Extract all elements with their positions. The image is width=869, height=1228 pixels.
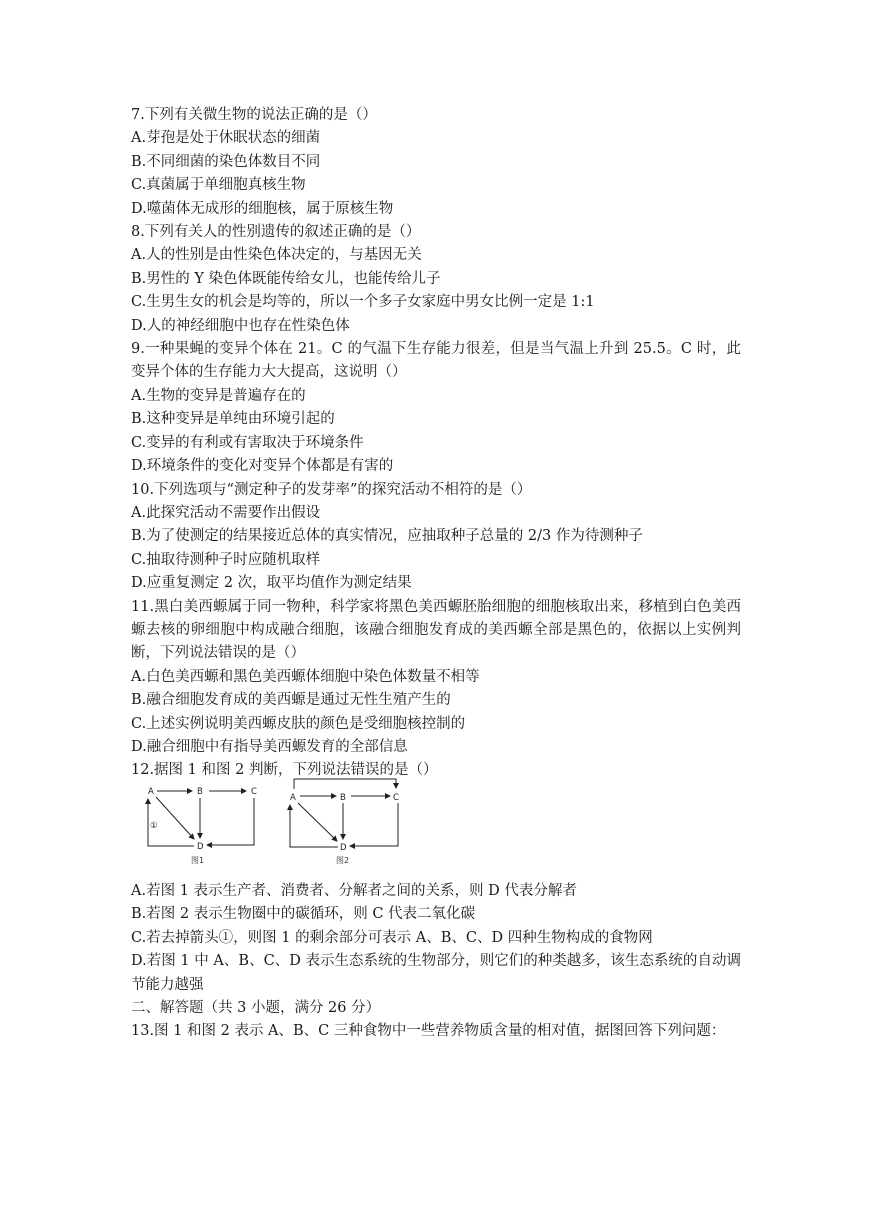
q10-stem: 10.下列选项与“测定种子的发芽率”的探究活动不相符的是（） <box>131 481 532 498</box>
fig1-node-c: C <box>251 787 257 797</box>
q8-option-c: C.生男生女的机会是均等的，所以一个多子女家庭中男女比例一定是 1:1 <box>131 294 595 311</box>
q11-option-a: A.白色美西螈和黑色美西螈体细胞中染色体数量不相等 <box>131 668 480 685</box>
q7-option-c: C.真菌属于单细胞真核生物 <box>131 177 306 194</box>
fig2-node-a: A <box>290 793 296 803</box>
fig1-node-b: B <box>197 787 203 797</box>
q11-option-b: B.融合细胞发育成的美西螈是通过无性生殖产生的 <box>131 692 451 709</box>
q11-option-d: D.融合细胞中有指导美西螈发育的全部信息 <box>131 738 408 755</box>
q11-stem: 11.黑白美西螈属于同一物种，科学家将黑色美西螈胚胎细胞的细胞核取出来，移植到白色美西螈去核的卵细胞中构成融合细胞，该融合细胞发育成的美西螈全部是黑色的，依据以上实例判断，下列说法错误的是（） <box>131 598 741 662</box>
q10-option-d: D.应重复测定 2 次，取平均值作为测定结果 <box>131 575 412 592</box>
fig1-arrow-c-d <box>207 798 254 845</box>
q10-option-a: A.此探究活动不需要作出假设 <box>131 504 321 521</box>
q9-stem: 9.一种果蝇的变异个体在 21。C 的气温下生存能力很差，但是当气温上升到 25.5。C 时，此变异个体的生存能力大大提高，这说明（） <box>131 341 741 381</box>
q10-option-c: C.抽取待测种子时应随机取样 <box>131 551 321 568</box>
q9-option-c: C.变异的有利或有害取决于环境条件 <box>131 434 364 451</box>
q11-option-c: C.上述实例说明美西螈皮肤的颜色是受细胞核控制的 <box>131 715 466 732</box>
fig2-node-b: B <box>340 793 346 803</box>
fig2-arrow-c-d <box>350 803 398 846</box>
q9-option-a: A.生物的变异是普遍存在的 <box>131 387 306 404</box>
section-2-heading: 二、解答题（共 3 小题，满分 26 分） <box>131 1000 381 1017</box>
fig2-node-d: D <box>340 843 347 853</box>
q12-figures-svg <box>140 775 430 871</box>
fig1-arrow-a-d <box>156 797 194 839</box>
q13-stem: 13.图 1 和图 2 表示 A、B、C 三种食物中一些营养物质含量的相对值，据图回答下列问题： <box>131 1023 726 1040</box>
q9-option-b: B.这种变异是单纯由环境引起的 <box>131 411 335 428</box>
figure-2-diagram <box>290 779 399 865</box>
q12-option-b: B.若图 2 表示生物圈中的碳循环，则 C 代表二氧化碳 <box>131 906 476 923</box>
fig2-arrow-d-a <box>290 805 338 847</box>
fig2-caption: 图2 <box>336 856 350 865</box>
fig1-arrow-marker: ① <box>150 821 158 831</box>
figure-1-diagram <box>148 787 257 865</box>
fig2-arrow-a-d <box>298 803 337 841</box>
fig2-node-c: C <box>393 793 399 803</box>
q9-option-d: D.环境条件的变化对变异个体都是有害的 <box>131 458 394 475</box>
fig1-caption: 图1 <box>191 856 205 865</box>
q12-option-d: D.若图 1 中 A、B、C、D 表示生态系统的生物部分，则它们的种类越多，该生态系统的自动调节能力越强 <box>131 953 741 993</box>
q7-option-b: B.不同细菌的染色体数目不同 <box>131 153 321 170</box>
q8-option-a: A.人的性别是由性染色体决定的，与基因无关 <box>131 247 422 264</box>
fig1-node-a: A <box>148 787 154 797</box>
q7-option-d: D.噬菌体无成形的细胞核，属于原核生物 <box>131 200 394 217</box>
q12-stem: 12.据图 1 和图 2 判断，下列说法错误的是（） <box>131 762 438 779</box>
q7-option-a: A.芽孢是处于休眠状态的细菌 <box>131 130 321 147</box>
q12-figures <box>140 775 430 871</box>
fig2-arrow-a-c <box>294 779 396 789</box>
question-block-12-13 <box>131 880 741 1044</box>
q7-stem: 7.下列有关微生物的说法正确的是（） <box>131 107 377 123</box>
q12-option-c: C.若去掉箭头①，则图 1 的剩余部分可表示 A、B、C、D 四种生物构成的食物网 <box>131 929 653 946</box>
q8-option-d: D.人的神经细胞中也存在性染色体 <box>131 317 350 334</box>
q10-option-b: B.为了使测定的结果接近总体的真实情况，应抽取种子总量的 2/3 作为待测种子 <box>131 528 643 545</box>
q12-option-a: A.若图 1 表示生产者、消费者、分解者之间的关系，则 D 代表分解者 <box>131 883 577 899</box>
q8-stem: 8.下列有关人的性别遗传的叙述正确的是（） <box>131 224 421 241</box>
q8-option-b: B.男性的 Y 染色体既能传给女儿，也能传给儿子 <box>131 270 441 287</box>
question-block-7-12 <box>131 104 741 783</box>
fig1-node-d: D <box>197 842 204 852</box>
